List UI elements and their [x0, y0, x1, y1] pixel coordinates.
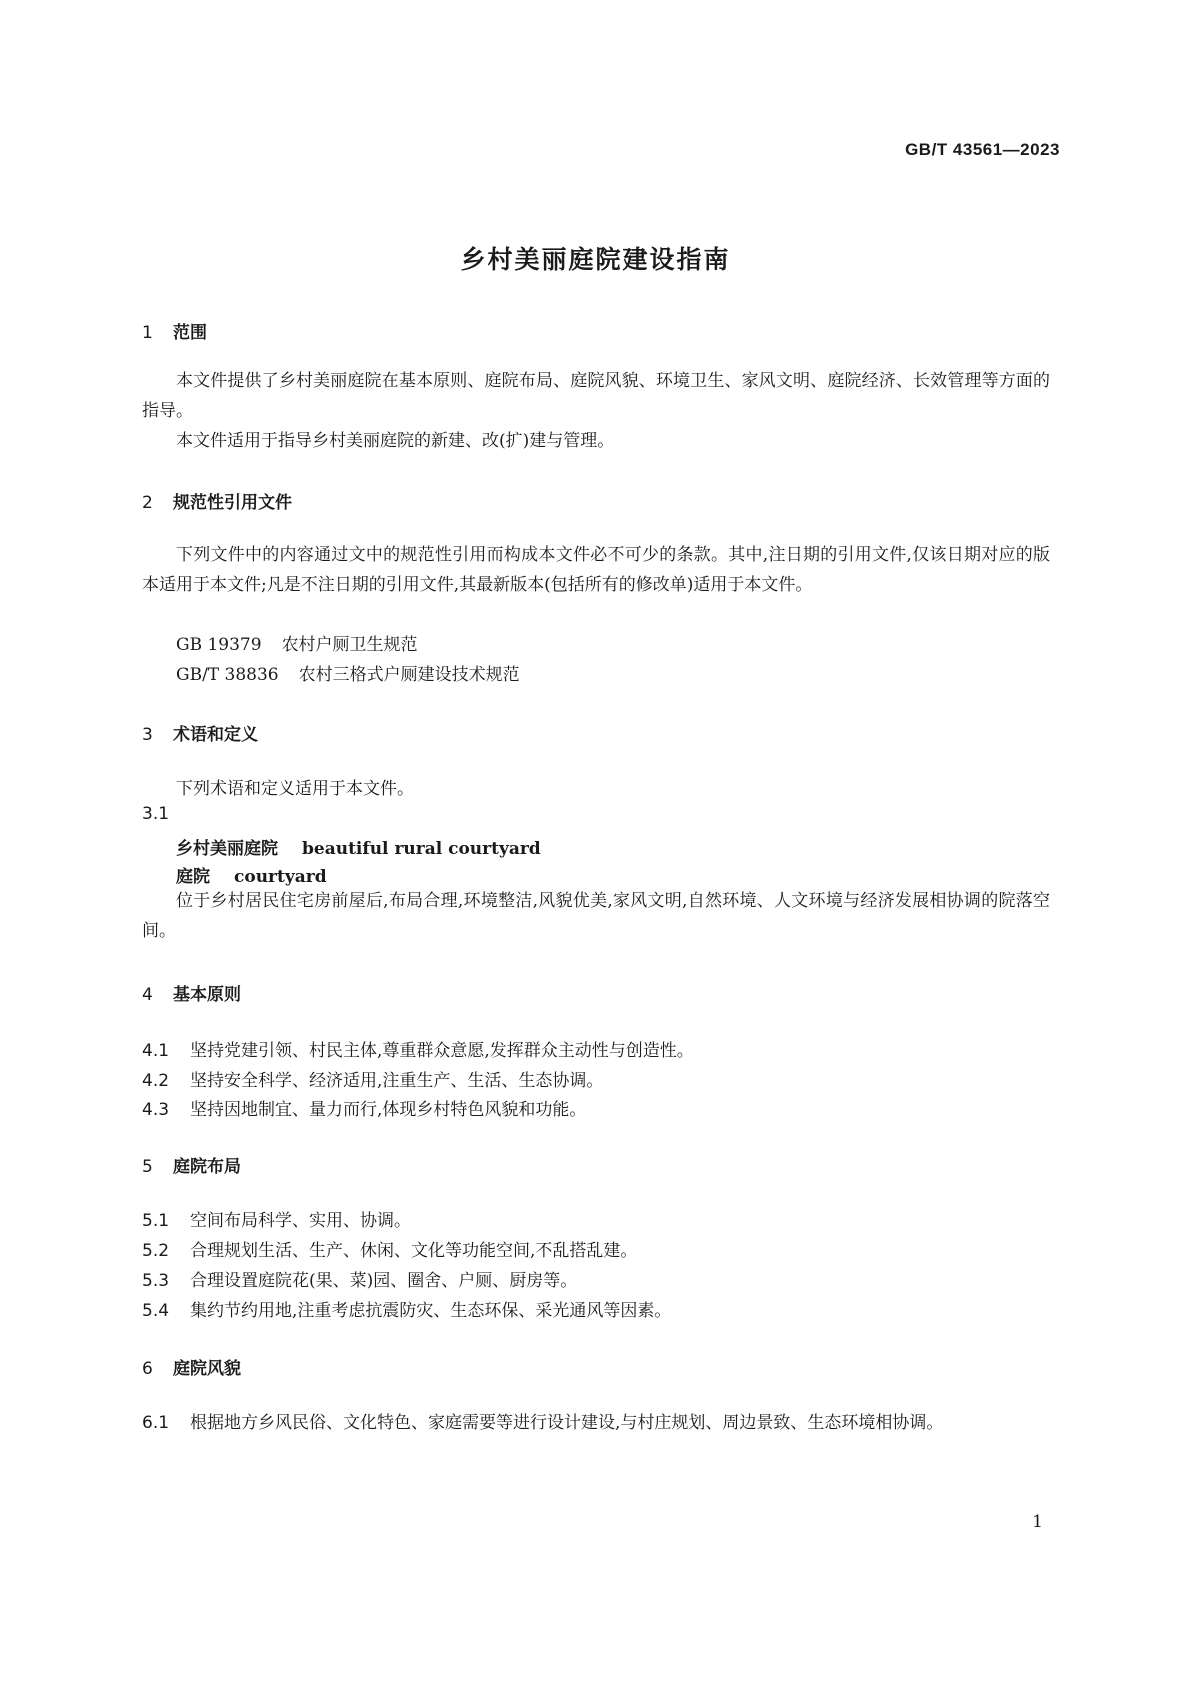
term-preferred: [176, 834, 541, 859]
term-number: 3.1: [142, 804, 170, 824]
term-admitted: [176, 862, 327, 887]
section-3-intro: 下列术语和定义适用于本文件。: [176, 779, 414, 799]
section-number: 6: [142, 1359, 153, 1379]
term-definition: 位于乡村居民住宅房前屋后,布局合理,环境整洁,风貌优美,家风文明,自然环境、人文环境与经济发展相协调的院落空间。: [142, 891, 1050, 941]
clause-text: 坚持安全科学、经济适用,注重生产、生活、生态协调。: [190, 1071, 604, 1091]
section-title: 庭院风貌: [173, 1359, 241, 1379]
section-5-heading: [142, 1152, 241, 1177]
reference-title: 农村户厕卫生规范: [281, 635, 418, 655]
normative-reference: [176, 660, 520, 685]
reference-code: GB/T 38836: [176, 665, 279, 685]
section-3-heading: [142, 720, 258, 745]
clause-text: 合理设置庭院花(果、菜)园、圈舍、户厕、厨房等。: [190, 1271, 578, 1291]
clause-number: 5.4: [142, 1301, 170, 1321]
reference-code: GB 19379: [176, 635, 262, 655]
clause-number: 4.1: [142, 1041, 170, 1061]
clause-text: 根据地方乡风民俗、文化特色、家庭需要等进行设计建设,与村庄规划、周边景致、生态环境相协调。: [190, 1413, 944, 1433]
section-1-paragraph-1: 本文件提供了乡村美丽庭院在基本原则、庭院布局、庭院风貌、环境卫生、家风文明、庭院经济、长效管理等方面的指导。: [142, 371, 1050, 421]
page-number: 1: [1032, 1512, 1043, 1532]
clause: [142, 1066, 603, 1091]
section-number: 2: [142, 493, 153, 513]
clause: [142, 1408, 943, 1433]
section-1-heading: [142, 318, 207, 343]
document-title: 乡村美丽庭院建设指南: [460, 245, 731, 274]
clause: [142, 1296, 671, 1321]
clause: [142, 1236, 637, 1261]
normative-reference: [176, 630, 418, 655]
term-chinese: 乡村美丽庭院: [176, 839, 278, 859]
clause-text: 坚持因地制宜、量力而行,体现乡村特色风貌和功能。: [190, 1100, 587, 1120]
reference-title: 农村三格式户厕建设技术规范: [298, 665, 520, 685]
clause-number: 5.3: [142, 1271, 170, 1291]
clause-number: 5.2: [142, 1241, 170, 1261]
clause-text: 集约节约用地,注重考虑抗震防灾、生态环保、采光通风等因素。: [190, 1301, 672, 1321]
section-6-heading: [142, 1354, 241, 1379]
clause-text: 坚持党建引领、村民主体,尊重群众意愿,发挥群众主动性与创造性。: [190, 1041, 694, 1061]
clause-number: 5.1: [142, 1211, 170, 1231]
clause: [142, 1036, 694, 1061]
clause: [142, 1095, 586, 1120]
section-2-heading: [142, 488, 292, 513]
clause-text: 空间布局科学、实用、协调。: [190, 1211, 411, 1231]
clause-number: 6.1: [142, 1413, 170, 1433]
clause-number: 4.2: [142, 1071, 170, 1091]
section-2-paragraph-1: 下列文件中的内容通过文中的规范性引用而构成本文件必不可少的条款。其中,注日期的引用文件,仅该日期对应的版本适用于本文件;凡是不注日期的引用文件,其最新版本(包括所有的修改单)适用于本文件。: [142, 545, 1050, 595]
term-chinese: 庭院: [176, 867, 210, 887]
term-english: beautiful rural courtyard: [302, 839, 541, 859]
section-number: 1: [142, 323, 153, 343]
section-number: 4: [142, 985, 153, 1005]
section-number: 5: [142, 1157, 153, 1177]
section-title: 基本原则: [173, 985, 241, 1005]
clause-number: 4.3: [142, 1100, 170, 1120]
clause: [142, 1266, 577, 1291]
section-title: 术语和定义: [173, 725, 258, 745]
section-1-paragraph-2: 本文件适用于指导乡村美丽庭院的新建、改(扩)建与管理。: [176, 431, 615, 451]
clause-text: 合理规划生活、生产、休闲、文化等功能空间,不乱搭乱建。: [190, 1241, 638, 1261]
standard-code: GB/T 43561—2023: [905, 140, 1060, 159]
section-4-heading: [142, 980, 241, 1005]
section-title: 规范性引用文件: [173, 493, 292, 513]
section-title: 范围: [173, 323, 207, 343]
section-title: 庭院布局: [173, 1157, 241, 1177]
term-english: courtyard: [234, 867, 327, 887]
clause: [142, 1206, 411, 1231]
section-number: 3: [142, 725, 153, 745]
